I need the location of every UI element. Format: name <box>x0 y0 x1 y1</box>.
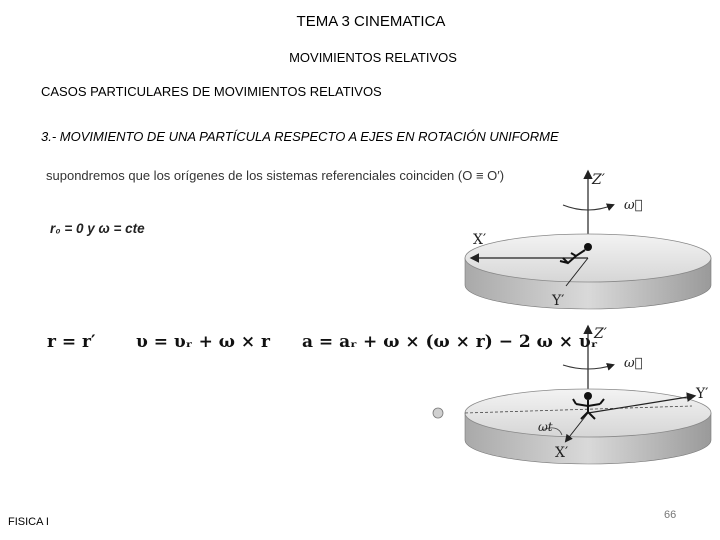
omega-label-top: ω⃗ <box>624 198 643 213</box>
conditions-text: r₀ = 0 y ω = cte <box>50 221 145 236</box>
page-subtitle: MOVIMIENTOS RELATIVOS <box>289 50 457 65</box>
y-label-top: Y′ <box>552 293 565 309</box>
assumption-text: supondremos que los orígenes de los sistemas referenciales coinciden (O ≡ O′) <box>46 168 505 183</box>
section-heading: CASOS PARTICULARES DE MOVIMIENTOS RELATIVOS <box>41 84 382 99</box>
omega-label-bottom: ω⃗ <box>624 356 643 371</box>
bottom-disk-diagram <box>433 326 711 464</box>
acceleration-equation: a = aᵣ + ω × (ω × r) − 2 ω × υᵣ <box>302 332 598 352</box>
z-label-top: Z′ <box>592 172 605 188</box>
z-label-bottom: Z′ <box>594 326 607 342</box>
case-heading: 3.- MOVIMIENTO DE UNA PARTÍCULA RESPECTO A EJES EN ROTACIÓN UNIFORME <box>41 129 559 144</box>
particle-ball <box>433 408 443 418</box>
angle-label: ωt <box>538 420 553 434</box>
top-disk-diagram <box>465 172 711 309</box>
velocity-equation: υ = υᵣ + ω × r <box>136 332 271 352</box>
y-label-bottom: Y′ <box>696 386 709 402</box>
position-equation: r = r′ <box>47 332 96 352</box>
course-label: FISICA I <box>8 516 49 528</box>
page-title: TEMA 3 CINEMATICA <box>296 13 446 30</box>
page-number: 66 <box>664 509 677 521</box>
x-label-top: X′ <box>473 232 487 248</box>
x-label-bottom: X′ <box>555 445 569 461</box>
rotating-frames-figure <box>430 160 720 470</box>
